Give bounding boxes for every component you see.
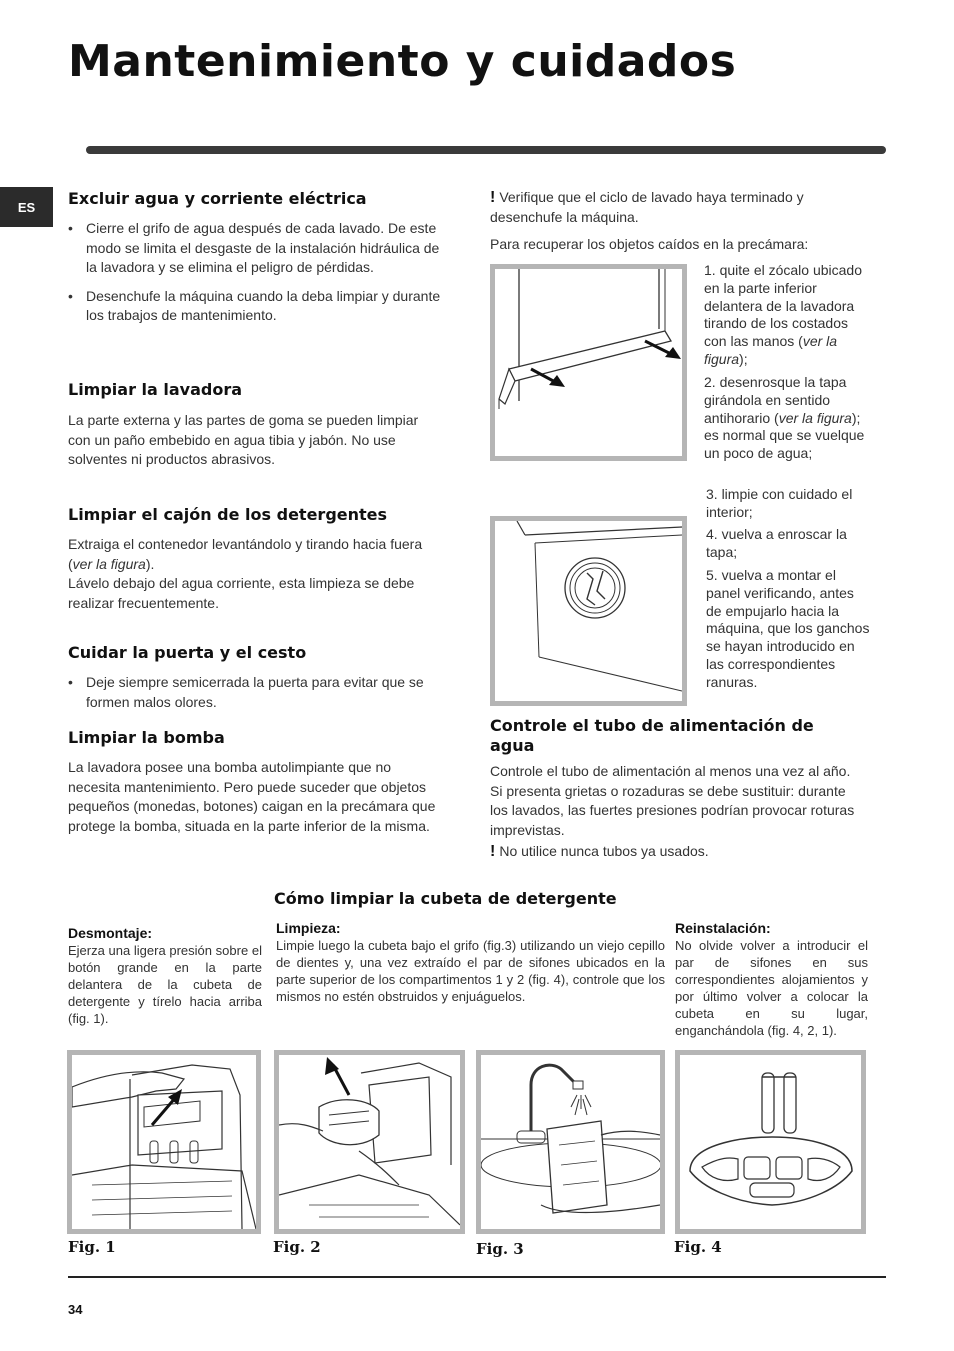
plinth-removal-figure xyxy=(490,264,687,461)
cuidar-puerta-list xyxy=(68,673,444,721)
heading-limpiar-lavadora: Limpiar la lavadora xyxy=(68,380,243,399)
step-1: 1. quite el zócalo ubicado en la parte inferior delantera de la lavadora tirando de los costados con las manos (ver la figura); xyxy=(704,262,862,367)
excluir-agua-list xyxy=(68,219,444,335)
limpieza-text: Limpie luego la cubeta bajo el grifo (fig.3) utilizando un viejo cepillo de dientes y, una vez extraído el par de sifones ubicados en la parte superior de los compartimentos 1 y 2 (fig. 4), controle que los mismos no estén obstruidos y enjuáguelos. xyxy=(276,938,665,1004)
limpieza-title: Limpieza: xyxy=(276,920,341,936)
step-4: 4. vuelva a enroscar la tapa; xyxy=(706,526,847,560)
figure-2 xyxy=(274,1050,465,1234)
heading-excluir-agua: Excluir agua y corriente eléctrica xyxy=(68,189,367,208)
page-number: 34 xyxy=(68,1302,83,1317)
recover-intro: Para recuperar los objetos caídos en la precámara: xyxy=(490,236,809,252)
figure-3 xyxy=(476,1050,665,1234)
list-item: • Deje siempre semicerrada la puerta para evitar que se formen malos olores. xyxy=(68,673,444,712)
limpiar-bomba-text: La lavadora posee una bomba autolimpiante que no necesita mantenimiento. Pero puede suceder que objetos pequeños (monedas, botones) caigan en la precámara que protege la bomba, situada en la parte inferior de la misma. xyxy=(68,759,436,834)
step-5: 5. vuelva a montar el panel verificando, antes de empujarlo hacia la máquina, que los ganchos se hayan introducido en las correspondientes ranuras. xyxy=(706,567,870,690)
figure-3-label: Fig. 3 xyxy=(476,1240,524,1258)
warning-tubos: ! No utilice nunca tubos ya usados. xyxy=(490,843,709,860)
desmontaje-text: Ejerza una ligera presión sobre el botón grande en la parte delantera de la cubeta de detergente y tírelo hacia arriba (fig. 1). xyxy=(68,943,262,1026)
reinstalacion-text: No olvide volver a introducir el par de sifones en sus correspondientes alojamientos y por último volver a colocar la cubeta en su lugar, enganchándola (fig. 4, 2, 1). xyxy=(675,938,868,1038)
controle-tubo-text: Controle el tubo de alimentación al menos una vez al año. Si presenta grietas o rozaduras se debe sustituir: durante los lavados, las fuertes presiones podrían provocar roturas imprevistas. xyxy=(490,763,855,838)
heading-cuidar-puerta: Cuidar la puerta y el cesto xyxy=(68,643,307,662)
heading-limpiar-bomba: Limpiar la bomba xyxy=(68,728,225,747)
pump-cap-figure xyxy=(490,516,687,706)
list-item: • Cierre el grifo de agua después de cada lavado. De este modo se limita el desgaste de la instalación hidráulica de la lavadora y se elimina el peligro de pérdidas. xyxy=(68,219,444,278)
figure-4 xyxy=(675,1050,866,1234)
warning-icon: ! xyxy=(490,843,496,860)
step-3: 3. limpie con cuidado el interior; xyxy=(706,486,853,520)
figure-1-label: Fig. 1 xyxy=(68,1238,116,1256)
page-title: Mantenimiento y cuidados xyxy=(68,36,737,87)
limpiar-lavadora-text: La parte externa y las partes de goma se pueden limpiar con un paño embebido en agua tibia y jabón. No use solventes ni productos abrasivos. xyxy=(68,412,419,467)
title-divider xyxy=(86,146,886,154)
limpiar-cajon-text: Extraiga el contenedor levantándolo y tirando hacia fuera (ver la figura). Lávelo debajo del agua corriente, esta limpieza se debe realizar frecuentemente. xyxy=(68,536,423,611)
warning-unplug: ! Verifique que el ciclo de lavado haya terminado y desenchufe la máquina. xyxy=(490,189,804,225)
step-2: 2. desenrosque la tapa girándola en sentido antihorario (ver la figura); es normal que se vuelque un poco de agua; xyxy=(704,374,865,462)
footer-divider xyxy=(68,1276,886,1278)
list-item: • Desenchufe la máquina cuando la deba limpiar y durante los trabajos de mantenimiento. xyxy=(68,287,444,326)
figure-4-label: Fig. 4 xyxy=(674,1238,722,1256)
heading-limpiar-cajon: Limpiar el cajón de los detergentes xyxy=(68,505,388,524)
figure-2-label: Fig. 2 xyxy=(273,1238,321,1256)
desmontaje-title: Desmontaje: xyxy=(68,925,153,941)
reinstalacion-title: Reinstalación: xyxy=(675,920,771,936)
warning-icon: ! xyxy=(490,189,496,206)
heading-cubeta: Cómo limpiar la cubeta de detergente xyxy=(274,889,617,908)
heading-controle-tubo: Controle el tubo de alimentación de agua xyxy=(490,716,814,755)
language-tab: ES xyxy=(0,187,53,227)
figure-1 xyxy=(67,1050,261,1234)
